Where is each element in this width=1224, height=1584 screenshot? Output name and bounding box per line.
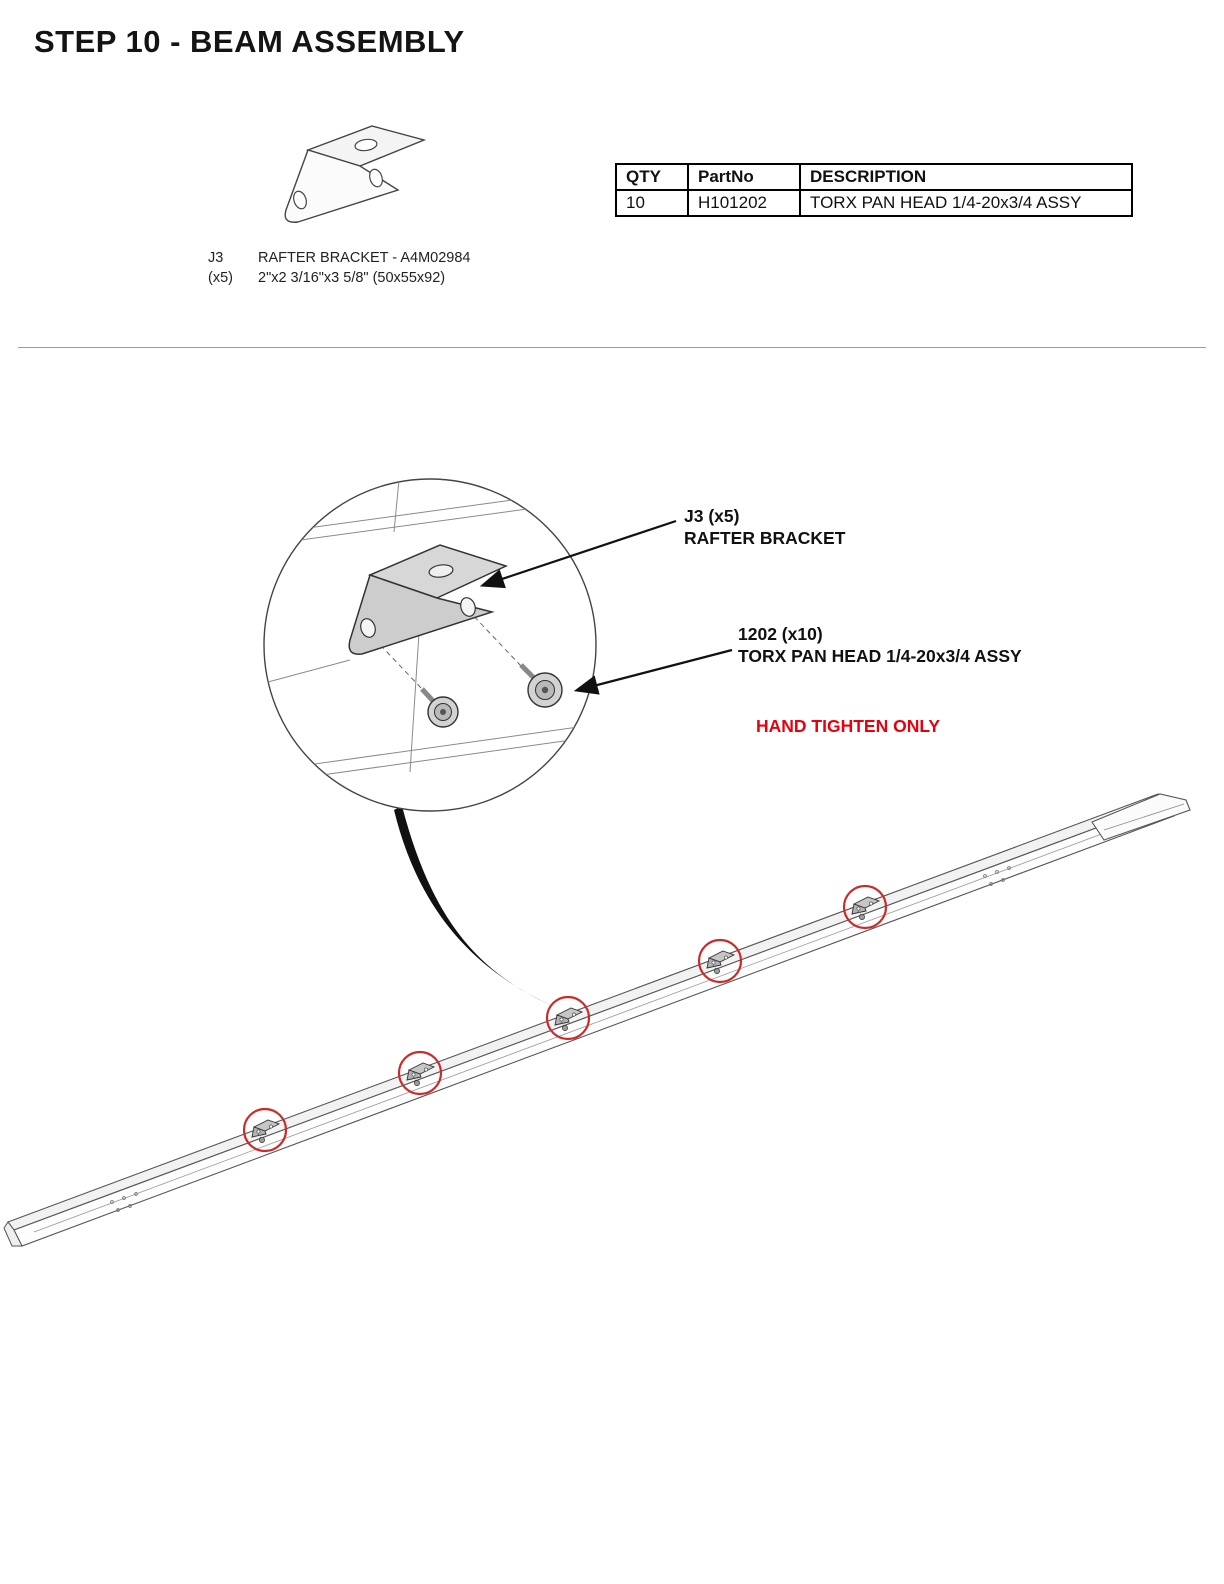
- col-description: DESCRIPTION: [800, 164, 1132, 190]
- bracket-name: RAFTER BRACKET - A4M02984: [258, 250, 471, 266]
- section-divider: [18, 347, 1206, 348]
- parts-table-header-row: [616, 164, 1132, 190]
- screw-callout-arrow: [578, 650, 732, 690]
- bracket-caption: [208, 249, 470, 287]
- beam: [4, 794, 1190, 1246]
- assembly-diagram: [0, 360, 1224, 1280]
- detail-circle: [264, 479, 596, 811]
- parts-table: [615, 163, 1133, 217]
- rafter-bracket-shape: [285, 126, 424, 222]
- bracket-callout-line2: RAFTER BRACKET: [684, 528, 846, 548]
- screw-callout-line1: 1202 (x10): [738, 624, 823, 644]
- detail-leader-swoosh: [394, 806, 562, 1010]
- parts-table-row: [616, 190, 1132, 216]
- bracket-callout-line1: J3 (x5): [684, 506, 740, 526]
- screw-callout-line2: TORX PAN HEAD 1/4-20x3/4 ASSY: [738, 646, 1022, 666]
- bracket-dims: 2"x2 3/16"x3 5/8" (50x55x92): [258, 270, 446, 287]
- col-partno: PartNo: [688, 164, 800, 190]
- cell-qty: 10: [616, 190, 688, 216]
- cell-description: TORX PAN HEAD 1/4-20x3/4 ASSY: [800, 190, 1132, 216]
- page-title: STEP 10 - BEAM ASSEMBLY: [34, 24, 465, 59]
- rafter-bracket-illustration: [258, 118, 433, 246]
- hand-tighten-warning: HAND TIGHTEN ONLY: [756, 716, 941, 736]
- cell-partno: H101202: [688, 190, 800, 216]
- bracket-qty: (x5): [208, 270, 233, 287]
- detail-view: [264, 479, 614, 811]
- bracket-ref: J3: [208, 250, 224, 266]
- col-qty: QTY: [616, 164, 688, 190]
